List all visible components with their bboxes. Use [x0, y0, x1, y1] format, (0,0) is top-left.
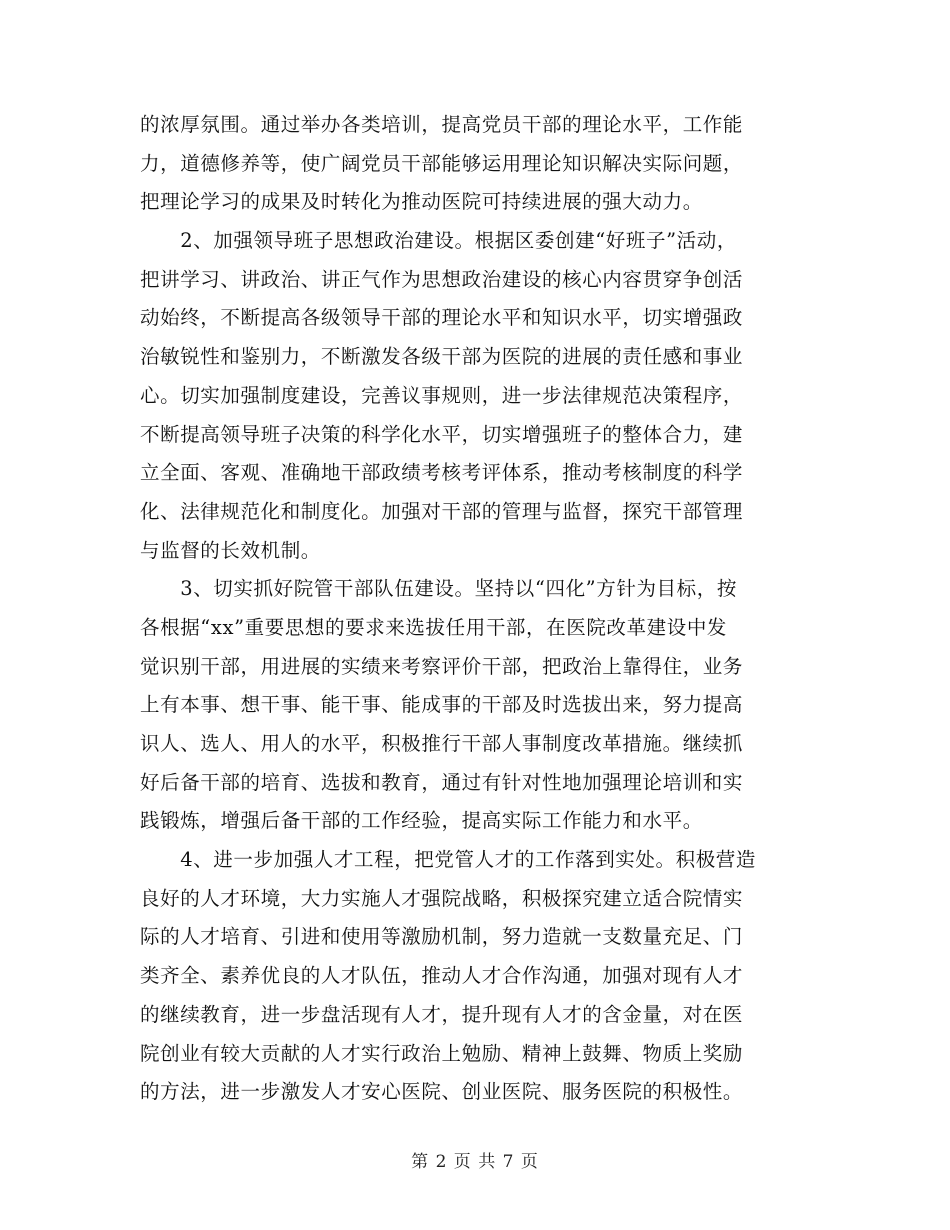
text-line: 上有本事、想干事、能干事、能成事的干部及时选拔出来，努力提高: [140, 693, 744, 717]
text-line: 治敏锐性和鉴别力，不断激发各级干部为医院的进展的责任感和事业: [140, 345, 744, 369]
text-line: 各根据“xx”重要思想的要求来选拔任用干部，在医院改革建设中发: [140, 615, 728, 639]
text-line: 3、切实抓好院管干部队伍建设。坚持以“四化”方针为目标，按: [140, 577, 737, 601]
document-body: [140, 106, 820, 1112]
text-line: 的继续教育，进一步盘活现有人才，提升现有人才的含金量，对在医: [140, 1002, 744, 1026]
text-line: 际的人才培育、引进和使用等激励机制，努力造就一支数量充足、门: [140, 925, 744, 949]
text-line: 力，道德修养等，使广阔党员干部能够运用理论知识解决实际问题，: [140, 151, 744, 175]
text-line: 不断提高领导班子决策的科学化水平，切实增强班子的整体合力，建: [140, 422, 744, 446]
text-line: 觉识别干部，用进展的实绩来考察评价干部，把政治上靠得住，业务: [140, 654, 744, 678]
text-line: 院创业有较大贡献的人才实行政治上勉励、精神上鼓舞、物质上奖励: [140, 1041, 744, 1065]
text-line: 心。切实加强制度建设，完善议事规则，进一步法律规范决策程序，: [140, 383, 744, 407]
text-line: 好后备干部的培育、选拔和教育，通过有针对性地加强理论培训和实: [140, 770, 744, 794]
text-line: 4、进一步加强人才工程，把党管人才的工作落到实处。积极营造: [140, 848, 757, 872]
text-line: 识人、选人、用人的水平，积极推行干部人事制度改革措施。继续抓: [140, 732, 744, 755]
text-line: 把理论学习的成果及时转化为推动医院可持续进展的强大动力。: [140, 190, 703, 214]
text-line: 2、加强领导班子思想政治建设。根据区委创建“好班子”活动，: [140, 229, 737, 253]
text-line: 践锻炼，增强后备干部的工作经验，提高实际工作能力和水平。: [140, 809, 703, 833]
text-line: 良好的人才环境，大力实施人才强院战略，积极探究建立适合院情实: [140, 886, 744, 910]
text-line: 的方法，进一步激发人才安心医院、创业医院、服务医院的积极性。: [140, 1080, 744, 1104]
text-line: 化、法律规范化和制度化。加强对干部的管理与监督，探究干部管理: [140, 499, 744, 523]
page-number-footer: 第 2 页 共 7 页: [411, 1152, 539, 1172]
text-line: 与监督的长效机制。: [140, 538, 321, 562]
text-line: 类齐全、素养优良的人才队伍，推动人才合作沟通，加强对现有人才: [140, 964, 744, 988]
text-line: 的浓厚氛围。通过举办各类培训，提高党员干部的理论水平，工作能: [140, 113, 744, 136]
text-line: 把讲学习、讲政治、讲正气作为思想政治建设的核心内容贯穿争创活: [140, 267, 744, 291]
text-line: 动始终，不断提高各级领导干部的理论水平和知识水平，切实增强政: [140, 306, 744, 330]
text-line: 立全面、客观、准确地干部政绩考核考评体系，推动考核制度的科学: [140, 461, 744, 485]
